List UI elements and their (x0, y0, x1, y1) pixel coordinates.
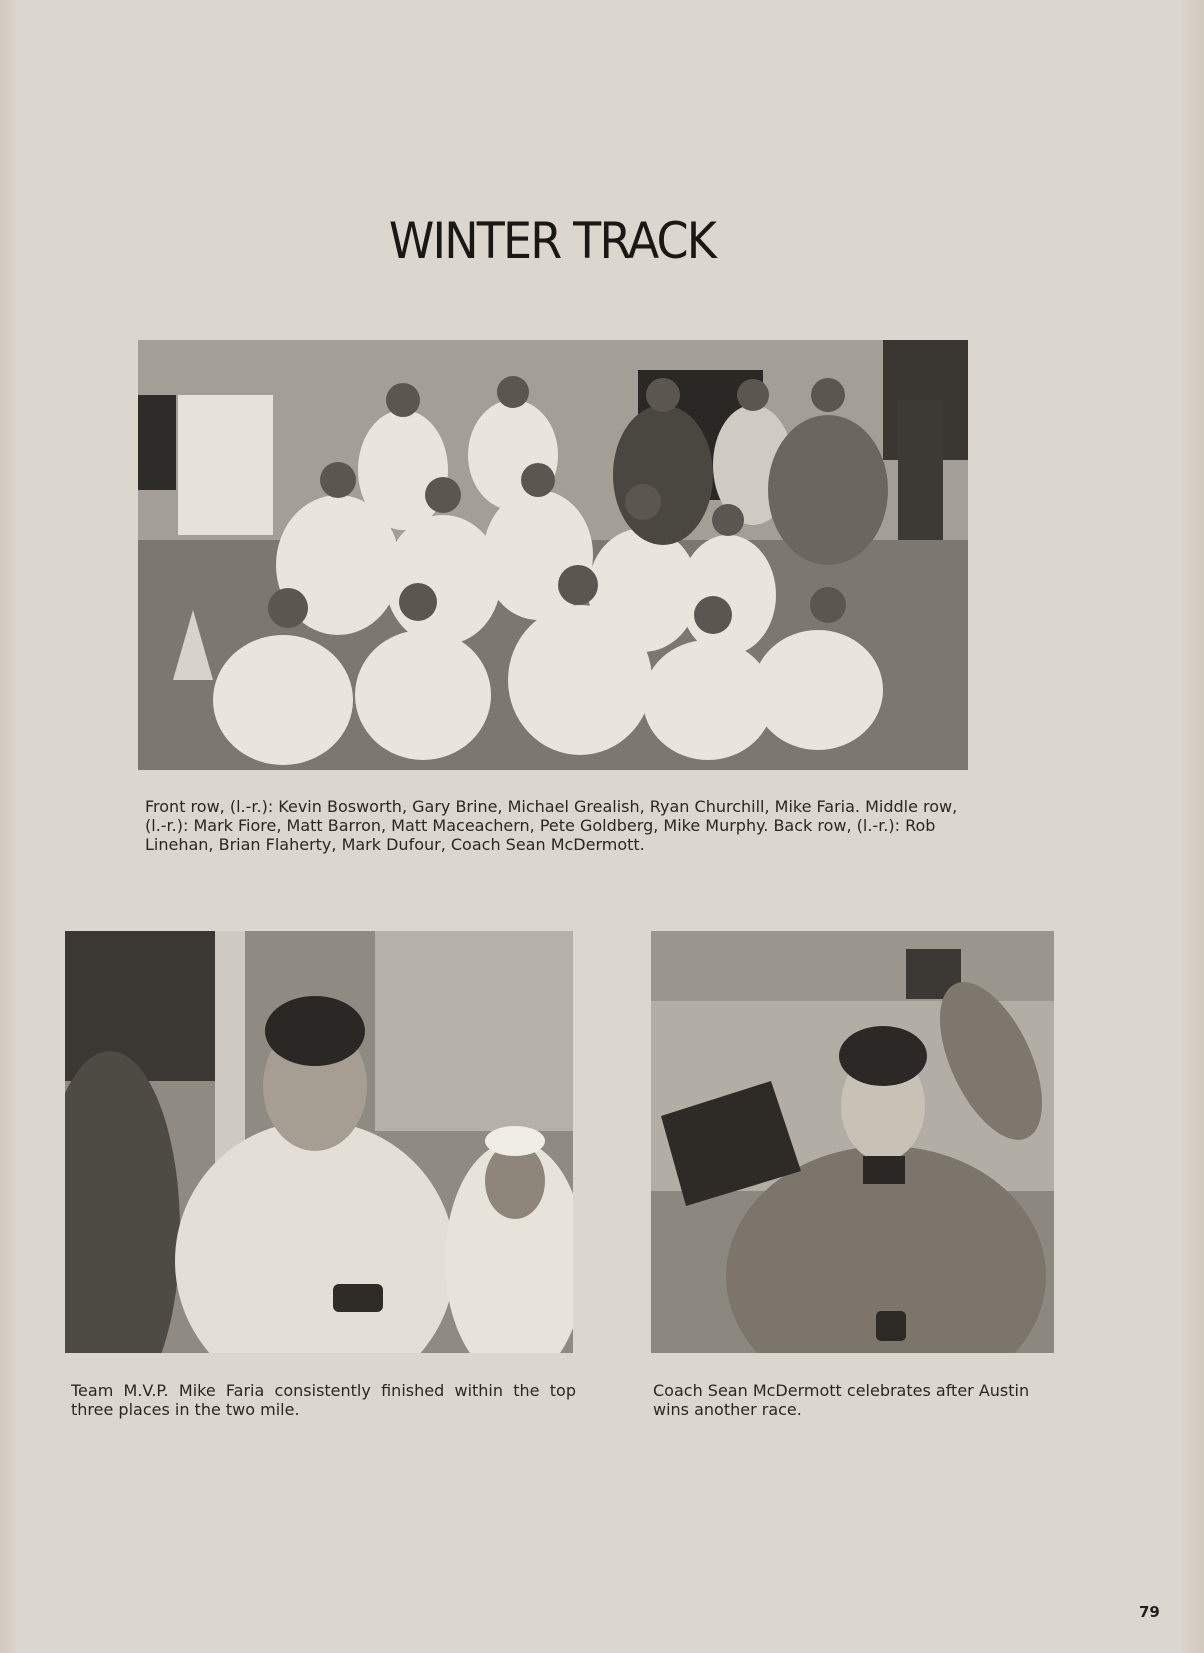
team-photo-caption: Front row, (l.-r.): Kevin Bosworth, Gary Brine, Michael Grealish, Ryan Churchill, Mike Faria. Middle row, (l.-r.): Mark Fiore, Matt Barron, Matt Maceachern, Pete Goldberg, Mike Murphy. Back row, (l.-r.): Rob Linehan, Brian Flaherty, Mark Dufour, Coach Sean McDermott. (145, 797, 958, 854)
page-title: WINTER TRACK (388, 212, 716, 270)
mvp-photo-caption: Team M.V.P. Mike Faria consistently finished within the top three places in the two mile. (71, 1381, 576, 1419)
coach-photo (651, 931, 1054, 1353)
coach-photo-caption: Coach Sean McDermott celebrates after Austin wins another race. (653, 1381, 1030, 1419)
page-number: 79 (1139, 1603, 1160, 1621)
team-photo (138, 340, 968, 770)
mvp-photo (65, 931, 573, 1353)
